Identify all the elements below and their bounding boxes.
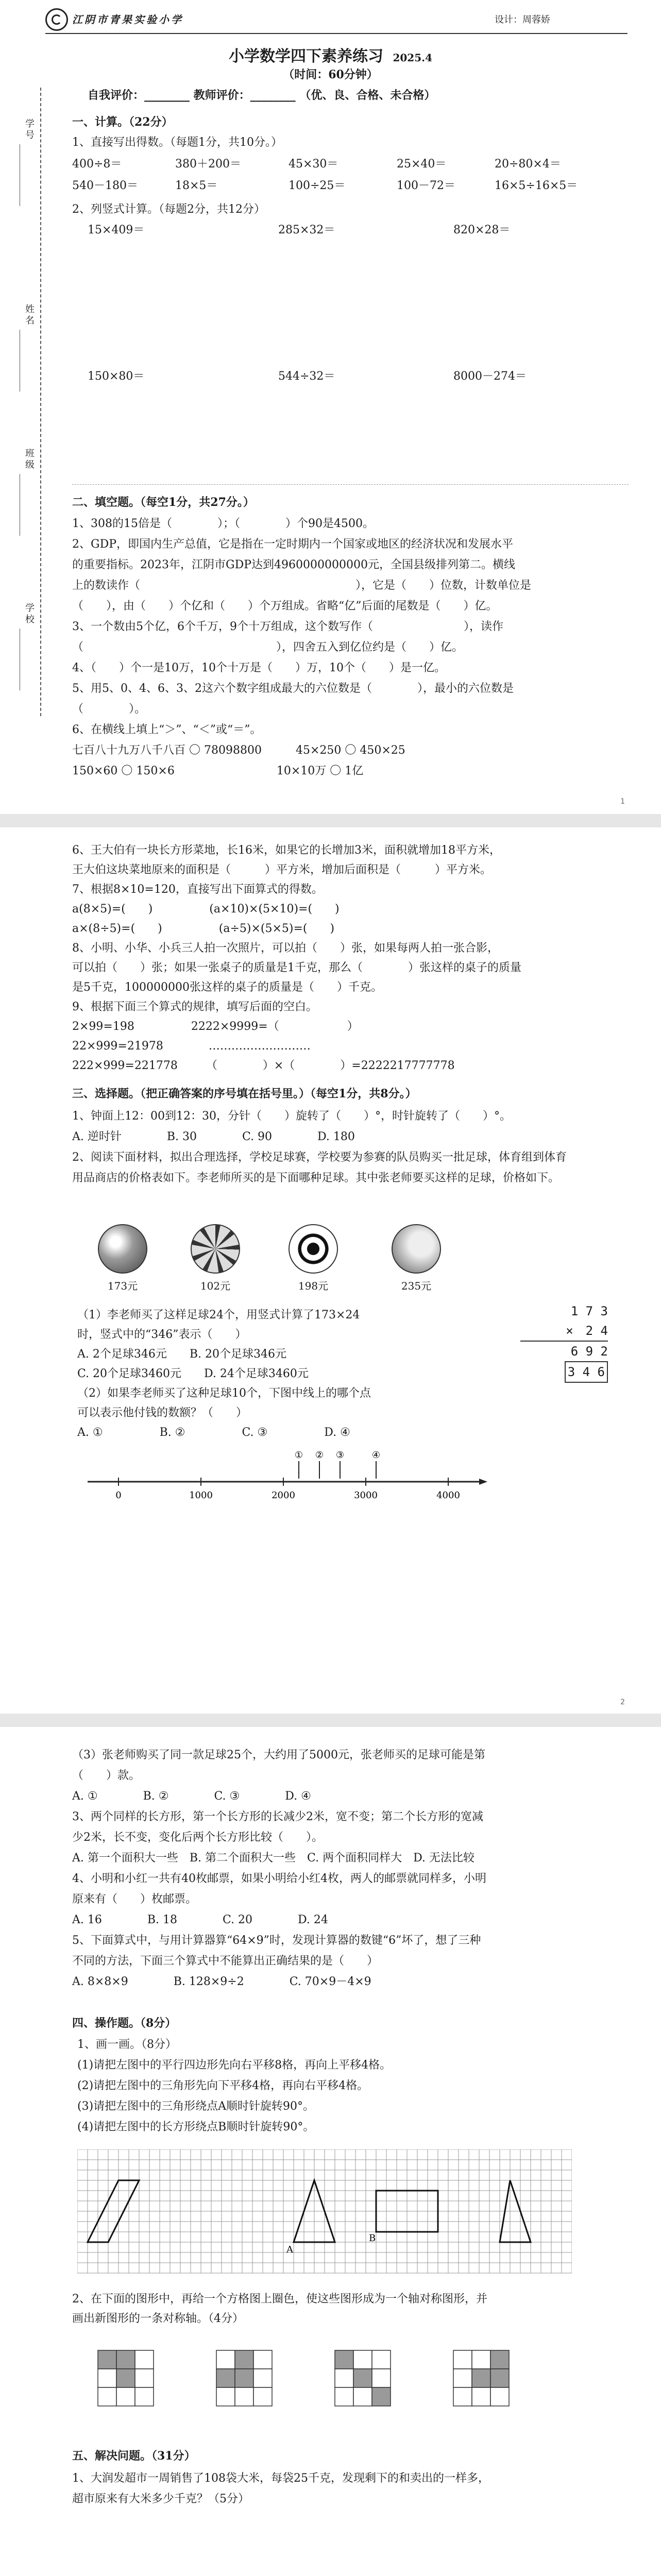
section-4-title: 四、操作题。（8分） <box>72 2016 177 2030</box>
symmetry-cell <box>472 2387 490 2406</box>
football-4-icon <box>392 1224 441 1274</box>
q1-item: 400÷8＝ <box>72 158 122 171</box>
question-line: 王大伯这块菜地原来的面积是（ ）平方米，增加后面积是（ ）平方米。 <box>72 863 492 876</box>
price-4: 235元 <box>401 1280 432 1292</box>
question-line: （ ）款。 <box>72 1769 141 1782</box>
symmetry-cell <box>235 2369 253 2387</box>
symmetry-cell <box>135 2387 154 2406</box>
q1-title: 1、直接写出得数。（每题1分，共10分。） <box>72 136 282 149</box>
symmetry-cell <box>490 2387 509 2406</box>
question-line: 6、王大伯有一块长方形菜地，长16米，如果它的长增加3米，面积就增加18平方米， <box>72 844 501 857</box>
q2-item: 15×409＝ <box>88 224 145 236</box>
q2-item: 285×32＝ <box>278 224 335 236</box>
title-date: 2025.4 <box>393 52 432 64</box>
title-text: 小学数学四下素养练习 <box>229 47 383 65</box>
question-line: 22×999=21978 ……………………… <box>72 1040 311 1053</box>
point-a-label: A <box>286 2244 293 2255</box>
number-line-arrow-icon <box>479 1479 487 1485</box>
symmetry-cell <box>472 2350 490 2369</box>
question-line: A. ① B. ② C. ③ D. ④ <box>72 1790 311 1803</box>
page-2 <box>0 827 661 1714</box>
symmetry-cell <box>335 2350 353 2369</box>
instruction-line: (2)请把左图中的三角形先向下平移4格，再向右平移4格。 <box>77 2079 369 2092</box>
choice-line: 用品商店的价格表如下。李老师所买的是下面哪种足球。其中张老师要买这样的足球，价格如下。 <box>72 1172 560 1184</box>
question-line: 可以拍（ ）张；如果一张桌子的质量是1千克，那么（ ）张这样的桌子的质量 <box>72 961 522 974</box>
symmetry-cell <box>98 2387 116 2406</box>
symmetry-cell <box>353 2387 372 2406</box>
question-line: 不同的方法，下面三个算式中不能算出正确结果的是（ ） <box>72 1955 379 1968</box>
symmetry-cell <box>235 2387 253 2406</box>
exam-time: （时间：60分钟） <box>283 68 378 81</box>
q2-title: 2、列竖式计算。（每题2分，共12分） <box>72 203 265 216</box>
vc-line: × 2 4 <box>566 1324 608 1338</box>
vc-line: 1 7 3 <box>570 1304 608 1318</box>
symmetry-cell <box>453 2387 472 2406</box>
section-3-title: 三、选择题。（把正确答案的序号填在括号里。）（每空1分，共8分。） <box>72 1087 417 1100</box>
sub-question-line: C. 20个足球3460元 D. 24个足球3460元 <box>77 1367 309 1380</box>
question-line: （ ），四舍五入到亿位约是（ ）亿。 <box>72 641 464 654</box>
symmetry-cell <box>472 2369 490 2387</box>
q2-item: 150×80＝ <box>88 370 145 383</box>
symmetry-cell <box>372 2369 391 2387</box>
instruction-line: 1、画一画。（8分） <box>77 2038 177 2051</box>
binding-label-name: 姓名 <box>25 304 35 326</box>
number-line-marker: ③ <box>335 1450 345 1461</box>
self-evaluation: 自我评价：________ 教师评价：________ （优、良、合格、未合格） <box>88 89 436 102</box>
symmetry-cell <box>253 2350 272 2369</box>
q1-item: 100÷25＝ <box>289 179 346 192</box>
number-line-label: 1000 <box>189 1490 213 1501</box>
q1-item: 45×30＝ <box>289 158 338 171</box>
section-1-title: 一、计算。（22分） <box>72 115 173 129</box>
q1-item: 100－72＝ <box>397 179 455 192</box>
binding-label-id: 学号 <box>25 118 35 141</box>
symmetry-cell <box>353 2369 372 2387</box>
symmetry-cell <box>116 2350 135 2369</box>
question-line: a(8×5)=( ) (a×10)×(5×10)=( ) <box>72 903 340 916</box>
number-line-label: 0 <box>115 1490 122 1501</box>
symmetry-cell <box>490 2350 509 2369</box>
sub-question-line: 可以表示他付钱的数额？（ ） <box>77 1406 248 1419</box>
number-line-label: 4000 <box>436 1490 460 1501</box>
instruction-line: (4)请把左图中的长方形绕点B顺时针旋转90°。 <box>77 2121 315 2133</box>
question-line: （ ），由（ ）个亿和（ ）个万组成。省略“亿”后面的尾数是（ ）亿。 <box>72 600 498 613</box>
sub-question-line: （2）如果李老师买了这种足球10个，下图中线上的哪个点 <box>77 1387 371 1400</box>
symmetry-cell <box>372 2387 391 2406</box>
page-title <box>0 43 661 66</box>
choice-line: A. 逆时针 B. 30 C. 90 D. 180 <box>72 1130 355 1143</box>
question-line: 1、308的15倍是（ ）；（ ）个90是4500。 <box>72 517 374 530</box>
question-line: 7、根据8×10=120，直接写出下面算式的得数。 <box>72 883 323 896</box>
q2-item: 544÷32＝ <box>278 370 335 383</box>
question-line: 222×999=221778 （ ）×（ ）=2222217777778 <box>72 1059 455 1072</box>
symmetry-cell <box>353 2350 372 2369</box>
price-3: 198元 <box>298 1280 329 1292</box>
section-5-title: 五、解决问题。（31分） <box>72 2449 196 2463</box>
symmetry-cell <box>490 2369 509 2387</box>
question-line: A. 16 B. 18 C. 20 D. 24 <box>72 1913 328 1926</box>
question-line: 150×60 〇 150×6 10×10万 〇 1亿 <box>72 765 364 777</box>
price-item-1[interactable] <box>98 1224 147 1293</box>
question-line: 5、用5、0、4、6、3、2这六个数字组成最大的六位数是（ ），最小的六位数是 <box>72 682 514 695</box>
q1-item: 20÷80×4＝ <box>495 158 561 171</box>
symmetry-cell <box>98 2350 116 2369</box>
symmetry-cell <box>216 2350 235 2369</box>
q1-item: 540－180＝ <box>72 179 138 192</box>
price-1: 173元 <box>107 1280 138 1292</box>
question-line: 9、根据下面三个算式的规律，填写后面的空白。 <box>72 1001 317 1013</box>
symmetry-cell <box>235 2350 253 2369</box>
binding-label-class: 班级 <box>25 448 35 470</box>
symmetry-cell <box>453 2369 472 2387</box>
page-3 <box>0 1727 661 2576</box>
question-line: 3、一个数由5个亿，6个千万，9个十万组成，这个数写作（ ），读作 <box>72 620 503 633</box>
drawing-grid[interactable] <box>77 2149 572 2278</box>
number-line-marker: ① <box>294 1450 303 1461</box>
number-line <box>77 1446 489 1502</box>
question-line: 2×99=198 2222×9999=（ ） <box>72 1020 359 1033</box>
question-line: （3）张老师购买了同一款足球25个，大约用了5000元，张老师买的足球可能是第 <box>72 1749 485 1761</box>
symmetry-cell <box>116 2387 135 2406</box>
symmetry-cell <box>135 2350 154 2369</box>
school-name: 江阴市青果实验小学 <box>72 13 183 26</box>
page-number: 2 <box>620 1698 625 1706</box>
symmetry-cell <box>216 2387 235 2406</box>
symmetry-cell <box>253 2387 272 2406</box>
price-2: 102元 <box>200 1280 231 1292</box>
divider <box>72 484 629 485</box>
sub-question-line: （1）李老师买了这样足球24个，用竖式计算了173×24 <box>77 1309 360 1321</box>
price-item-3[interactable] <box>289 1224 338 1293</box>
symmetry-cell <box>216 2369 235 2387</box>
point-b-label: B <box>369 2233 376 2244</box>
binding-strip <box>9 88 56 716</box>
q2-item: 820×28＝ <box>453 224 511 236</box>
question-line: 4、（ ）个一是10万，10个十万是（ ）万，10个（ ）是一亿。 <box>72 662 446 674</box>
binding-label-school: 学校 <box>25 603 35 625</box>
instruction-line: 2、在下面的图形中，再给一个方格图上圈色，使这些图形成为一个轴对称图形，并 <box>72 2293 487 2306</box>
section-2-title: 二、填空题。（每空1分，共27分。） <box>72 496 255 509</box>
header-rule <box>45 33 628 34</box>
school-logo-icon <box>45 8 68 31</box>
number-line-marker: ② <box>315 1450 324 1461</box>
vc-highlight: 3 4 6 <box>565 1361 608 1383</box>
instruction-line: (1)请把左图中的平行四边形先向右平移8格，再向上平移4格。 <box>77 2059 392 2072</box>
symmetry-cell <box>253 2369 272 2387</box>
number-line-label: 3000 <box>354 1490 378 1501</box>
q1-item: 18×5＝ <box>175 179 218 192</box>
binding-dashed-line <box>40 88 41 716</box>
question-line: A. 8×8×9 B. 128×9÷2 C. 70×9－4×9 <box>72 1975 371 1988</box>
question-line: 少2米，长不变，变化后两个长方形比较（ ）。 <box>72 1831 323 1844</box>
q2-item: 8000－274＝ <box>453 370 527 383</box>
page-1 <box>0 0 661 814</box>
q1-item: 25×40＝ <box>397 158 447 171</box>
vc-line: 6 9 2 <box>520 1341 608 1361</box>
football-1-icon <box>98 1224 147 1274</box>
question-line: （ ）。 <box>72 703 146 716</box>
problem-line: 1、大润发超市一周销售了108袋大米，每袋25千克，发现剩下的和卖出的一样多， <box>72 2472 489 2485</box>
vertical-calc <box>520 1301 608 1383</box>
symmetry-cell <box>335 2369 353 2387</box>
sub-question-line: A. ① B. ② C. ③ D. ④ <box>77 1426 350 1439</box>
choice-line: 1、钟面上12：00到12：30，分针（ ）旋转了（ ）°，时针旋转了（ ）°。 <box>72 1110 511 1123</box>
question-line: 原来有（ ）枚邮票。 <box>72 1893 197 1906</box>
choice-line: 2、阅读下面材料，拟出合理选择，学校足球赛，学校要为参赛的队员购买一批足球，体育组到体育 <box>72 1151 567 1164</box>
number-line-marker: ④ <box>371 1450 381 1461</box>
question-line: 3、两个同样的长方形，第一个长方形的长减少2米，宽不变；第二个长方形的宽减 <box>72 1810 483 1823</box>
question-line: A. 第一个面积大一些 B. 第二个面积大一些 C. 两个面积同样大 D. 无法比较 <box>72 1852 474 1865</box>
price-item-2[interactable] <box>191 1224 240 1293</box>
question-line: 6、在横线上填上“＞”、“＜”或“＝”。 <box>72 723 262 736</box>
sub-question-line: 时，竖式中的“346”表示（ ） <box>77 1328 247 1341</box>
designer-label: 设计：周蓉娇 <box>495 14 550 25</box>
symmetry-figures[interactable] <box>77 2345 572 2417</box>
question-line: 是5千克，100000000张这样的桌子的质量是（ ）千克。 <box>72 981 382 994</box>
question-line: 的重要指标。2023年，江阴市GDP达到4960000000000元，全国县级排列第二。横线 <box>72 558 515 571</box>
question-line: 5、下面算式中，与用计算器算“64×9”时，发现计算器的数键“6”坏了，想了三种 <box>72 1934 481 1947</box>
question-line: 8、小明、小华、小兵三人拍一次照片，可以拍（ ）张，如果每两人拍一张合影， <box>72 942 499 955</box>
symmetry-cell <box>453 2350 472 2369</box>
price-item-4[interactable] <box>392 1224 441 1293</box>
question-line: a×(8÷5)=( ) (a÷5)×(5×5)=( ) <box>72 922 335 935</box>
symmetry-cell <box>116 2369 135 2387</box>
page-number: 1 <box>620 798 625 806</box>
question-line: 2、GDP，即国内生产总值，它是指在一定时期内一个国家或地区的经济状况和发展水平 <box>72 538 514 551</box>
question-line: 上的数读作（ ），它是（ ）位数，计数单位是 <box>72 579 532 592</box>
instruction-line: 画出新图形的一条对称轴。（4分） <box>72 2312 244 2325</box>
question-line: 4、小明和小红一共有40枚邮票，如果小明给小红4枚，两人的邮票就同样多，小明 <box>72 1872 486 1885</box>
problem-line: 超市原来有大米多少千克？（5分） <box>72 2493 249 2505</box>
symmetry-cell <box>335 2387 353 2406</box>
football-3-icon <box>289 1224 338 1274</box>
football-2-icon <box>191 1224 240 1274</box>
symmetry-cell <box>135 2369 154 2387</box>
number-line-label: 2000 <box>272 1490 295 1501</box>
symmetry-cell <box>372 2350 391 2369</box>
q1-item: 16×5÷16×5＝ <box>495 179 578 192</box>
instruction-line: (3)请把左图中的三角形绕点A顺时针旋转90°。 <box>77 2100 315 2113</box>
q1-item: 380＋200＝ <box>175 158 241 171</box>
question-line: 七百八十九万八千八百 〇 78098800 45×250 〇 450×25 <box>72 744 405 757</box>
sub-question-line: A. 2个足球346元 B. 20个足球346元 <box>77 1348 287 1361</box>
symmetry-cell <box>98 2369 116 2387</box>
